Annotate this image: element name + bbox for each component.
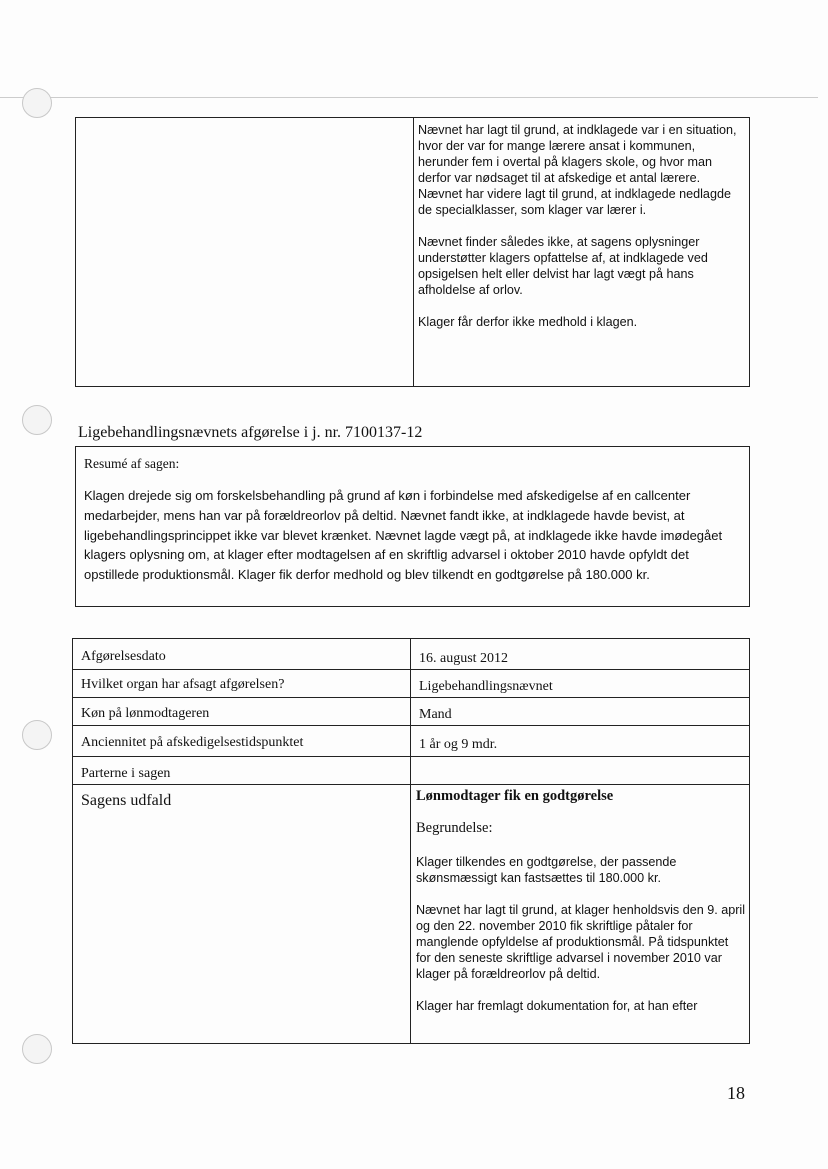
paragraph: Nævnet har lagt til grund, at klager henholdsvis den 9. april og den 22. november 2010 fik skriftlige påtaler for manglende opfyldelse af produktionsmål. På tidspunktet for den seneste skriftlige advarsel i november 2010 var klager på forældreorlov på deltid. <box>416 903 746 981</box>
paragraph: Klager får derfor ikke medhold i klagen. <box>418 315 638 329</box>
row-label: Køn på lønmodtageren <box>81 706 210 721</box>
punch-hole <box>22 1034 52 1064</box>
paragraph: Nævnet finder således ikke, at sagens oplysninger understøtter klagers opfattelse af, at indklagede ved opsigelsen helt eller delvist har lagt vægt på hans afholdelse af orlov. <box>418 235 708 297</box>
case-heading: Ligebehandlingsnævnets afgørelse i j. nr. 7100137-12 <box>78 424 423 441</box>
row-label: Anciennitet på afskedigelsestidspunktet <box>81 735 304 750</box>
punch-hole <box>22 405 52 435</box>
resume-text: Klagen drejede sig om forskelsbehandling på grund af køn i forbindelse med afskedigelse af en callcenter medarbejder, mens han var på forældreorlov på deltid. Nævnet fandt ikke, at indklagede havde bevist, at ligebehandlingsprincippet ikke var blevet krænket. Nævnet lagde vægt på, at indklagede ikke havde imødegået klagers oplysning om, at klager efter modtagelsen af en skriftlig advarsel i oktober 2010 havde opfyldt det opstillede produktionsmål. Klager fik derfor medhold og blev tilkendt en godtgørelse på 180.000 kr. <box>84 488 723 583</box>
row-value: Ligebehandlingsnævnet <box>419 679 553 694</box>
paragraph: Klager har fremlagt dokumentation for, at han efter <box>416 999 698 1013</box>
row-label: Hvilket organ har afsagt afgørelsen? <box>81 677 285 692</box>
punch-hole <box>22 88 52 118</box>
paragraph: Nævnet har lagt til grund, at indklagede var i en situation, hvor der var for mange lærere ansat i kommunen, herunder fem i overtal på klagers skole, og hvor man derfor var nødsaget til at afskedige et antal lærere. Nævnet har videre lagt til grund, at indklagede nedlagde de specialklasser, som klager var lærer i. <box>418 123 737 217</box>
resume-box <box>75 446 750 607</box>
row-value: 1 år og 9 mdr. <box>419 737 498 752</box>
resume-label: Resumé af sagen: <box>84 456 180 471</box>
outcome-text <box>416 788 746 1014</box>
row-label: Parterne i sagen <box>81 766 171 781</box>
row-label: Afgørelsesdato <box>81 649 166 664</box>
paragraph: Klager tilkendes en godtgørelse, der passende skønsmæssigt kan fastsættes til 180.000 kr. <box>416 855 677 885</box>
top-table <box>75 117 750 387</box>
outcome-title: Lønmodtager fik en godtgørelse <box>416 788 614 804</box>
page-number: 18 <box>727 1083 745 1103</box>
outcome-label: Sagens udfald <box>81 792 172 809</box>
punch-hole <box>22 720 52 750</box>
top-table-text <box>418 122 743 330</box>
outcome-subtitle: Begrundelse: <box>416 820 493 836</box>
row-value: Mand <box>419 707 452 722</box>
scan-edge-line <box>0 97 818 98</box>
row-value: 16. august 2012 <box>419 651 509 666</box>
details-table <box>72 638 750 1044</box>
